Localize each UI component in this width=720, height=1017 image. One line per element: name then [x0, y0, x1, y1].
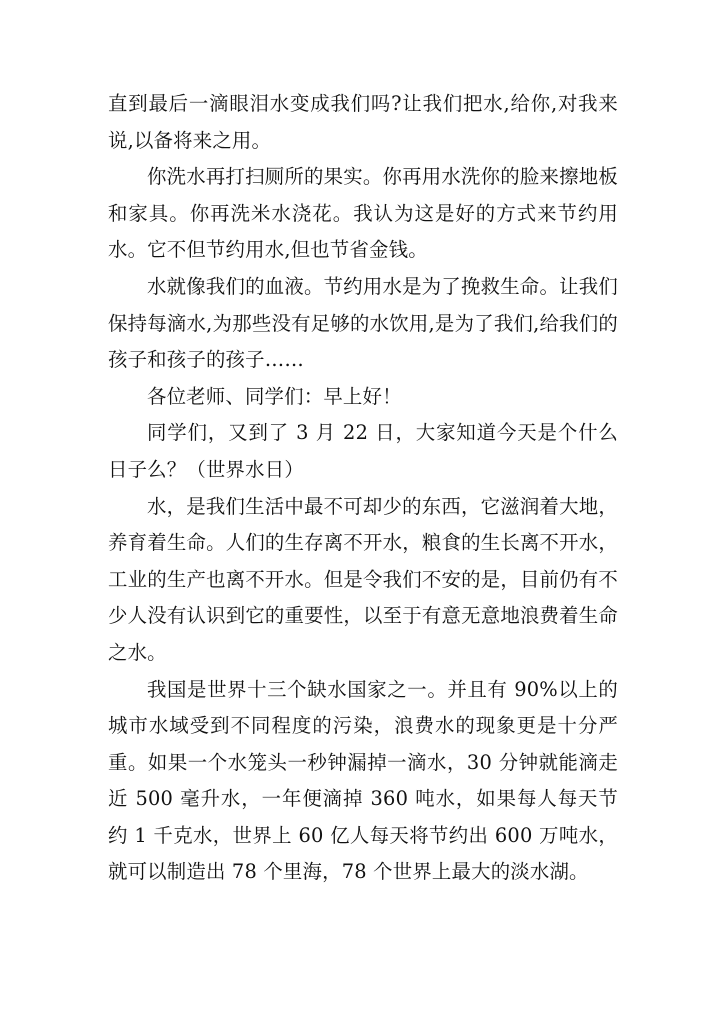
paragraph-7: 我国是世界十三个缺水国家之一。并且有 90%以上的城市水域受到不同程度的污染，浪费水的现象更是十分严重。如果一个水笼头一秒钟漏掉一滴水，30 分钟就能滴走近 500 毫升水，一年便滴掉 360 吨水，如果每人每天节约 1 千克水，世界上 60 亿人每天将节约出 600 万吨水，就可以制造出 78 个里海，78 个世界上最大的淡水湖。	[108, 677, 618, 884]
paragraph-4: 各位老师、同学们：早上好！	[147, 384, 402, 408]
paragraph-1: 直到最后一滴眼泪水变成我们吗?让我们把水,给你,对我来说,以备将来之用。	[108, 92, 618, 152]
paragraph-5: 同学们，又到了 3 月 22 日，大家知道今天是个什么日子么？（世界水日）	[108, 421, 618, 481]
paragraph-6: 水，是我们生活中最不可却少的东西，它滋润着大地，养育着生命。人们的生存离不开水，粮食的生长离不开水，工业的生产也离不开水。但是令我们不安的是，目前仍有不少人没有认识到它的重要性，以至于有意无意地浪费着生命之水。	[108, 494, 618, 664]
body-text	[108, 86, 618, 891]
paragraph-3: 水就像我们的血液。节约用水是为了挽救生命。让我们保持每滴水,为那些没有足够的水饮用,是为了我们,给我们的孩子和孩子的孩子……	[108, 274, 618, 372]
paragraph-2: 你洗水再打扫厕所的果实。你再用水洗你的脸来擦地板和家具。你再洗米水浇花。我认为这是好的方式来节约用水。它不但节约用水,但也节省金钱。	[108, 165, 618, 262]
